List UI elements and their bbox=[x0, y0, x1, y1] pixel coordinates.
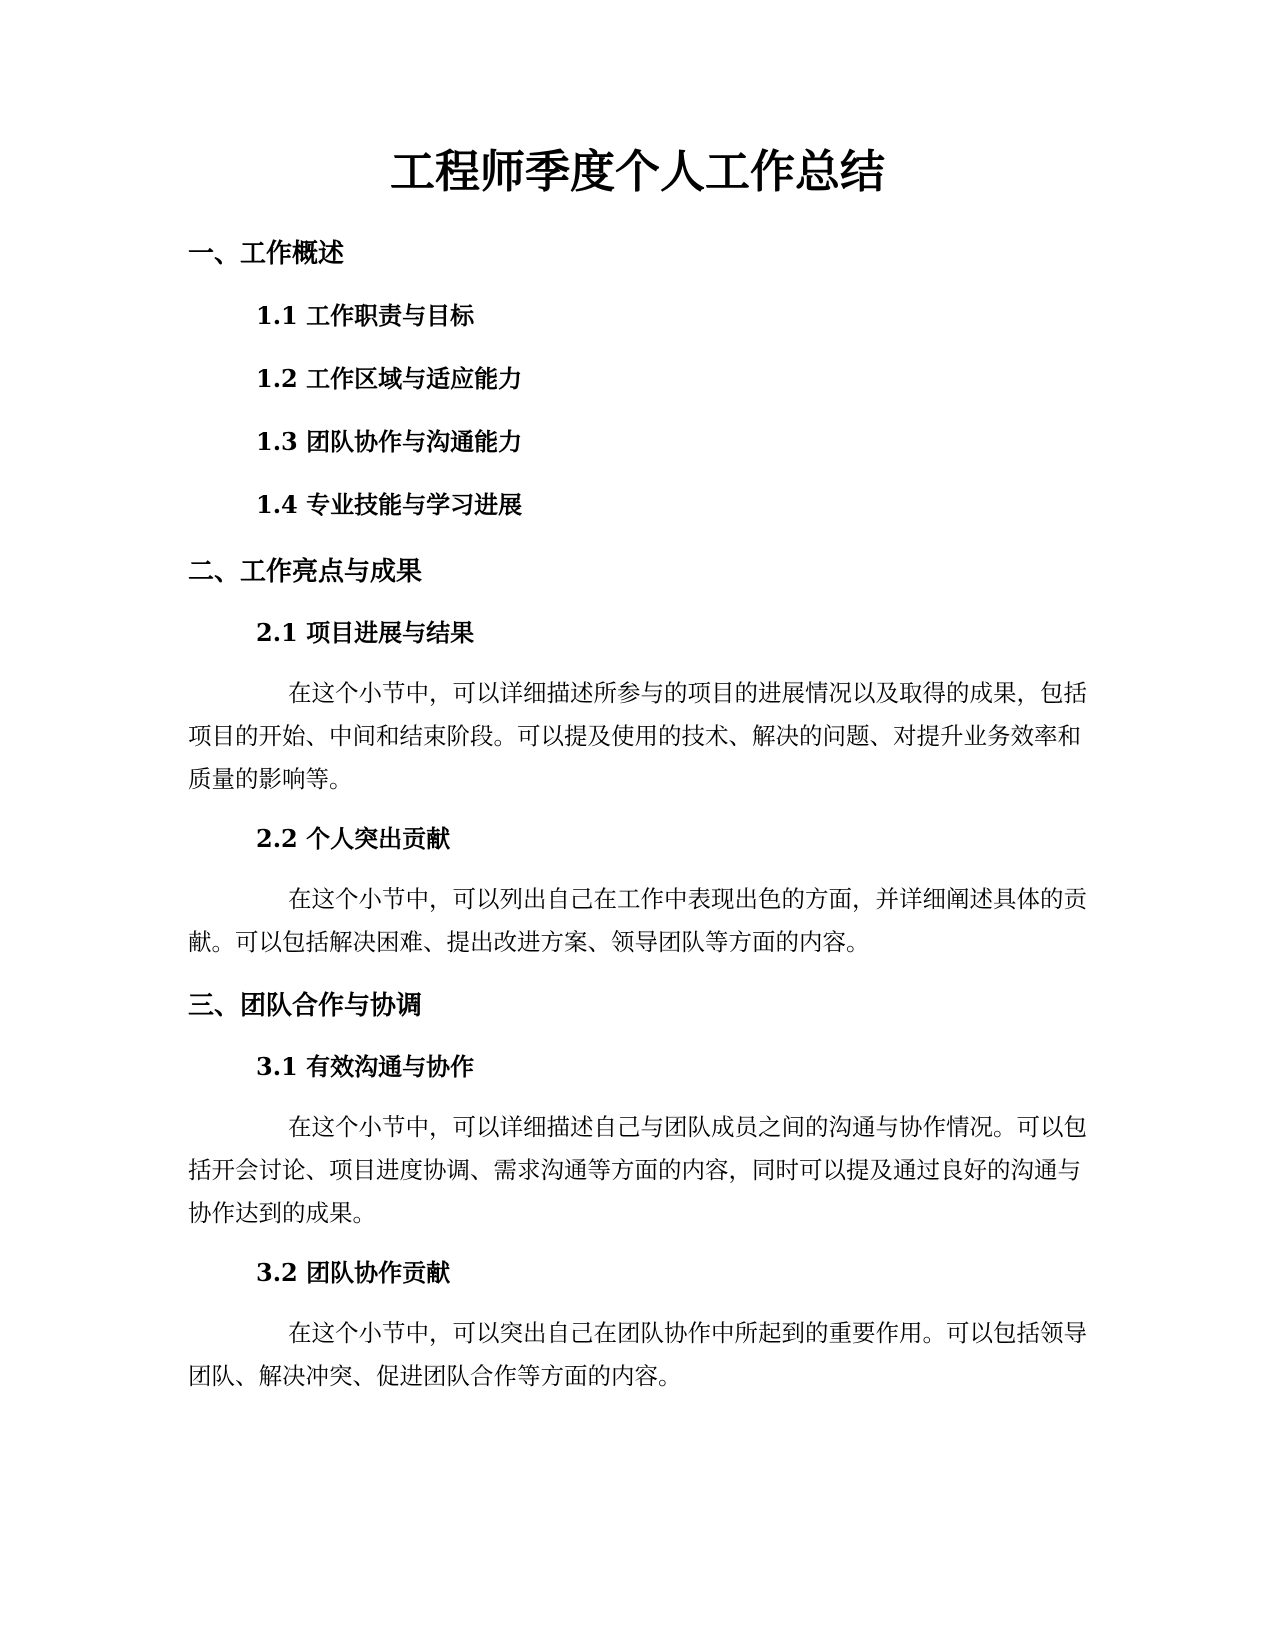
paragraph-2-1: 在这个小节中，可以详细描述所参与的项目的进展情况以及取得的成果，包括项目的开始、中间和结束阶段。可以提及使用的技术、解决的问题、对提升业务效率和质量的影响等。 bbox=[188, 679, 1087, 793]
subsection-heading-2-2: 2.2 个人突出贡献 bbox=[256, 824, 451, 853]
subsection-heading-3-1: 3.1 有效沟通与协作 bbox=[256, 1052, 475, 1081]
subsection-heading-1-1: 1.1 工作职责与目标 bbox=[256, 301, 475, 330]
paragraph-2-2: 在这个小节中，可以列出自己在工作中表现出色的方面，并详细阐述具体的贡献。可以包括解决困难、提出改进方案、领导团队等方面的内容。 bbox=[188, 885, 1087, 956]
paragraph-3-2: 在这个小节中，可以突出自己在团队协作中所起到的重要作用。可以包括领导团队、解决冲突、促进团队合作等方面的内容。 bbox=[188, 1319, 1087, 1390]
document-title: 工程师季度个人工作总结 bbox=[389, 145, 885, 198]
subsection-heading-3-2: 3.2 团队协作贡献 bbox=[256, 1258, 451, 1287]
section-heading-highlights: 二、工作亮点与成果 bbox=[188, 557, 423, 587]
subsection-heading-1-2: 1.2 工作区域与适应能力 bbox=[256, 364, 523, 393]
subsection-heading-2-1: 2.1 项目进展与结果 bbox=[256, 618, 475, 647]
section-heading-teamwork: 三、团队合作与协调 bbox=[188, 991, 423, 1021]
subsection-heading-1-4: 1.4 专业技能与学习进展 bbox=[256, 490, 523, 519]
paragraph-3-1: 在这个小节中，可以详细描述自己与团队成员之间的沟通与协作情况。可以包括开会讨论、项目进度协调、需求沟通等方面的内容，同时可以提及通过良好的沟通与协作达到的成果。 bbox=[188, 1113, 1087, 1227]
section-heading-overview: 一、工作概述 bbox=[188, 239, 345, 269]
subsection-heading-1-3: 1.3 团队协作与沟通能力 bbox=[256, 427, 523, 456]
